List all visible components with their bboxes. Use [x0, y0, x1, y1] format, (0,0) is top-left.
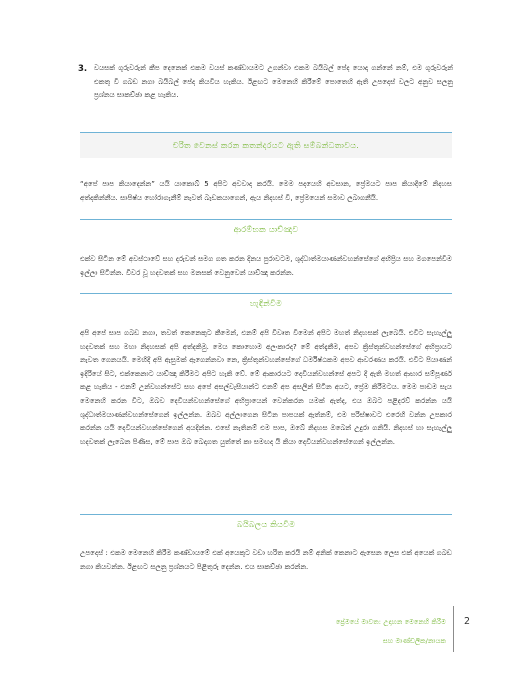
footer-divider [453, 606, 454, 652]
section-heading-opening-prayer: ආරම්භක යාච්ඤාව [80, 219, 452, 243]
section-heading-introduction: හැඳින්වීම [80, 293, 452, 317]
intro-paragraph-block [80, 178, 452, 205]
footer-subtitle: සහ මාණ්ඩලික/නායක [383, 637, 446, 645]
footer-title: ප්‍රේමයේ මාවත: උදාහන මෙනෙහි කිරීම [335, 618, 446, 626]
bible-reading-paragraph: උපදෙස් : එකම මෙනෙහි කිරීම කණ්ඩායමේ එක් අයෙකුට වඩා හරිත කරයි නම් අනික් කෙනාට ඇසෙන ලෙස එක් අයෙක් ගබඩ නගා කියවන්න. ඊළඟට සලනු ප්‍රශ්නයට පිළිතුරු දෙන්න. එය සාකච්ඡා කරන්න. [80, 549, 452, 571]
introduction-paragraph: අපි අපේ සාප ගබඩ නගා, තවත් කෙනෙකුට කීමෙන්, එනම් අපි විවෘත වීමෙන් අපිට මහත් නිදහසක් ලැබෙයි. එවිට සැහැල්ලු හදවතක් සහ මහා නිදහසක් අපි අත්දකිමු. මෙය කොහොම අලංකාරද? මේ අත්දැකීම, අපව ක්‍රිස්තුන්වහන්සේගේ අභිප්‍රායට නැවත ගෙනයයි. මෙහිදී අපි ඇසුමක් ඇගෙන්නවා නෙ, ක්‍රිස්තුන්වහන්සේගේ ධර්මිෂ්ඨකම අපව ආවරණය කරයි. එවිට පියාණන් ඉදිරියේ සිට, එක්කෙනාට යාච්ඤා කිරීමට අපිට හැකි වේ. මේ ආකාරයට දෙවියන්වහන්සේ අපට දී ඇති මහත් ආභාර සම්පූර්ණ කළ හැකිය - එනම් උන්වහන්සේට සහ අපේ අසල්වැසියාන්ට එනම් අප අසලින් සිටින අයට, ප්‍රේම කිරීමටය. මෙම පාඩම සැය මෙනෙහි කරන විට, ඔබව දෙවියන්වහන්සේගේ අභිප්‍රායෙන් වෙන්කරන යමක් ඇත්ද, එය ඔබට පළිදරව් කරන්න යයි ශුද්ධාත්මයාණන්වහන්සේගෙන් ඉල්ලන්න. ඔබව අල්ලාගෙන සිටින පාපයක් ඇත්නම්, එම පරිස්ෂාවට එරෙහි වන්න උපකාර කරන්න යයි දෙවියන්වහන්සේගෙන් අයදින්න. එසේ නැතිනම් එම පාප, ඔබේ නිදහස ඔබෙන් උදුරා ගනියි. නිදහස් හා සැහැල්ලු හදවතක් ලැබෙන පිණිස, මේ පාප ඔබ බෙදාගත යුත්තේ කා සමඟද යි කියා දෙවියන්වහන්සේගෙන් ඉල්ලන්න. [80, 329, 452, 446]
intro-paragraph: “අපේ පාප කියාදෙන්න” යයි යාකොබ් 5 අපිට අවවාද කරයි. මෙම පදයෙහි අවසාන, ප්‍රේමයට පාප කියාදීමේ නිදහස අත්දකින්නීය. සාපිෂ්ය හෝරාගැනීම් නැවත් බැඩකයාගෙන්, ඇය නිදහස් වී, ප්‍රේමයෙන් සමාව ලබාගනීයි. [80, 180, 452, 202]
numbered-item-3 [78, 62, 453, 103]
page-footer [216, 606, 476, 652]
introduction-block [80, 327, 452, 449]
bible-reading-block [80, 547, 452, 574]
opening-prayer-block [80, 253, 452, 280]
page-number: 2 [463, 616, 470, 627]
item-3-text: වයසක් ගුරුවරුන් කීප දෙනෙක් එකම වයස් කණ්ඩායමට උගන්වා එකම බයිබල් පේද යොදා ගන්නේ නම්, එම ගුරුවරුන් එකතු වී ගබඩ නගා බයිබල් පේද කියවිය හැකිය. ඊළඟට මෙනෙහි කිරීමේ පොතෙහි ඇති උපදෙස් වලට අනුව සලනු ප්‍රශ්නය සාකච්ඡා කළ හැකිය. [94, 64, 453, 100]
opening-prayer-paragraph: එක්ව සිටින මේ අවස්ථාවේ සහ දරුවන් සමග ගත කරන දිනය පුරාවටම, ශුද්ධාත්මයාණන්වහන්සේගේ අභිප්‍රිය සහ මගපෙන්වීම ඉල්ලා සිටින්න. විවර වූ හදවතක් සහ මනසක් වෙනුවෙන් යාච්ඤා කරන්න. [80, 255, 452, 277]
item-number: 3. [78, 64, 88, 74]
section-banner-story-connection: චරිත වෙනස් කරන කතන්දරයට ඇති සම්බන්ධතාවය. [80, 132, 452, 158]
section-heading-bible-reading: බයිබලය කියවීම [80, 514, 452, 538]
